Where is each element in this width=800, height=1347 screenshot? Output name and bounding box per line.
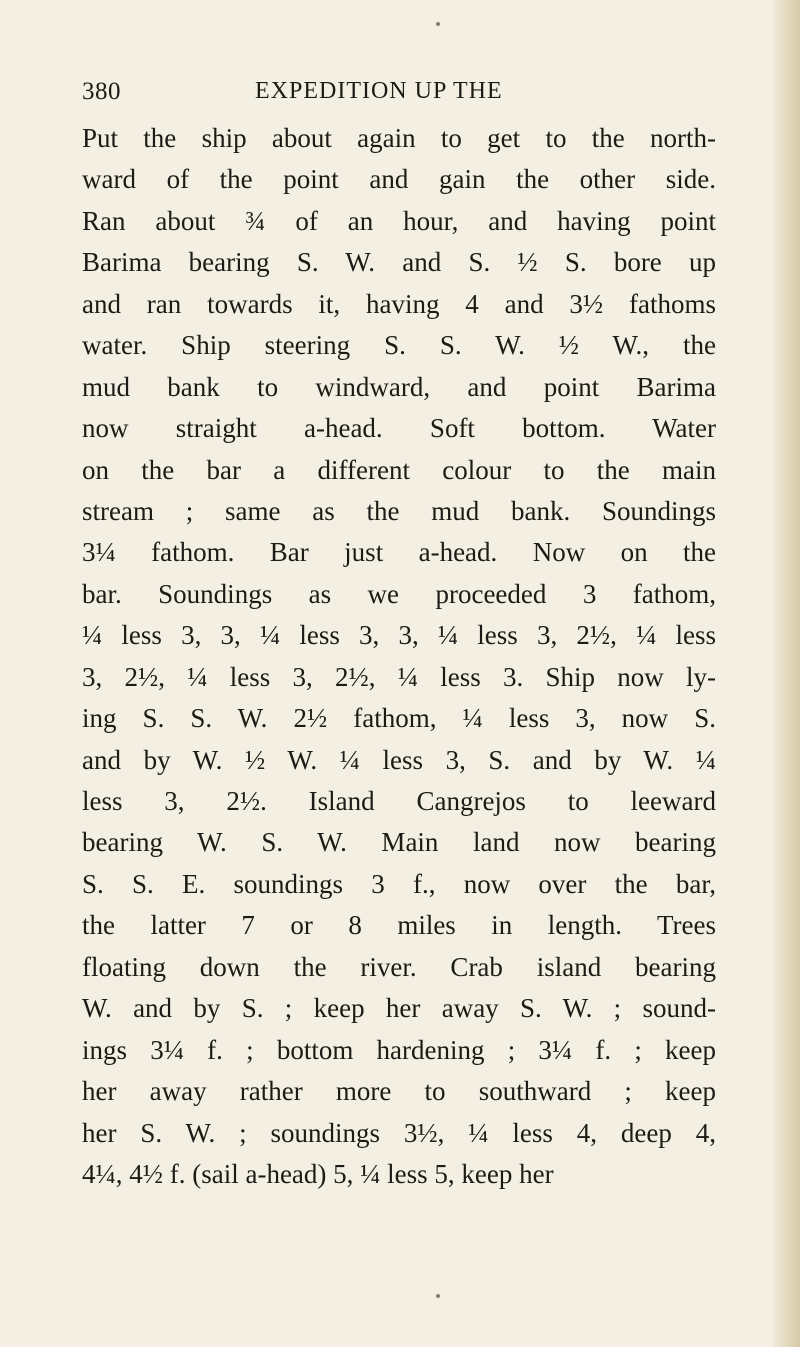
text-line: Ran about ¾ of an hour, and having point xyxy=(82,205,716,236)
body-text xyxy=(82,118,716,1195)
text-line: the latter 7 or 8 miles in length. Trees xyxy=(82,910,716,941)
print-speck xyxy=(436,1294,440,1298)
text-line: mud bank to windward, and point Barima xyxy=(82,371,716,402)
text-line: S. S. E. soundings 3 f., now over the bar, xyxy=(82,868,716,899)
text-line: now straight a-head. Soft bottom. Water xyxy=(82,413,716,444)
text-line: bearing W. S. W. Main land now bearing xyxy=(82,827,716,858)
text-line: less 3, 2½. Island Cangrejos to leeward xyxy=(82,786,716,816)
text-line: floating down the river. Crab island bearing xyxy=(82,951,716,982)
text-line: Put the ship about again to get to the north- xyxy=(82,123,716,153)
page-header xyxy=(82,78,722,110)
text-line: ¼ less 3, 3, ¼ less 3, 3, ¼ less 3, 2½, ¼ less xyxy=(82,620,716,651)
print-speck xyxy=(436,22,440,26)
text-line: ward of the point and gain the other side. xyxy=(82,164,716,195)
text-line: Barima bearing S. W. and S. ½ S. bore up xyxy=(82,247,716,278)
text-line: W. and by S. ; keep her away S. W. ; sound- xyxy=(82,993,716,1024)
running-head: EXPEDITION UP THE xyxy=(255,78,503,104)
text-line: 3, 2½, ¼ less 3, 2½, ¼ less 3. Ship now ly- xyxy=(82,661,716,692)
text-line: and by W. ½ W. ¼ less 3, S. and by W. ¼ xyxy=(82,744,716,775)
text-line: and ran towards it, having 4 and 3½ fathoms xyxy=(82,288,716,319)
text-line: her S. W. ; soundings 3½, ¼ less 4, deep 4, xyxy=(82,1117,716,1148)
text-line: stream ; same as the mud bank. Soundings xyxy=(82,495,716,526)
text-line: on the bar a different colour to the main xyxy=(82,454,716,485)
text-line: bar. Soundings as we proceeded 3 fathom, xyxy=(82,578,716,609)
page-number: 380 xyxy=(82,78,121,105)
text-line: ings 3¼ f. ; bottom hardening ; 3¼ f. ; keep xyxy=(82,1034,716,1065)
text-line: 4¼, 4½ f. (sail a-head) 5, ¼ less 5, keep her xyxy=(82,1158,554,1189)
page-edge-shadow xyxy=(774,0,800,1347)
text-line: ing S. S. W. 2½ fathom, ¼ less 3, now S. xyxy=(82,703,716,734)
text-line: water. Ship steering S. S. W. ½ W., the xyxy=(82,330,716,361)
text-line: 3¼ fathom. Bar just a-head. Now on the xyxy=(82,537,716,568)
text-line: her away rather more to southward ; keep xyxy=(82,1076,716,1107)
